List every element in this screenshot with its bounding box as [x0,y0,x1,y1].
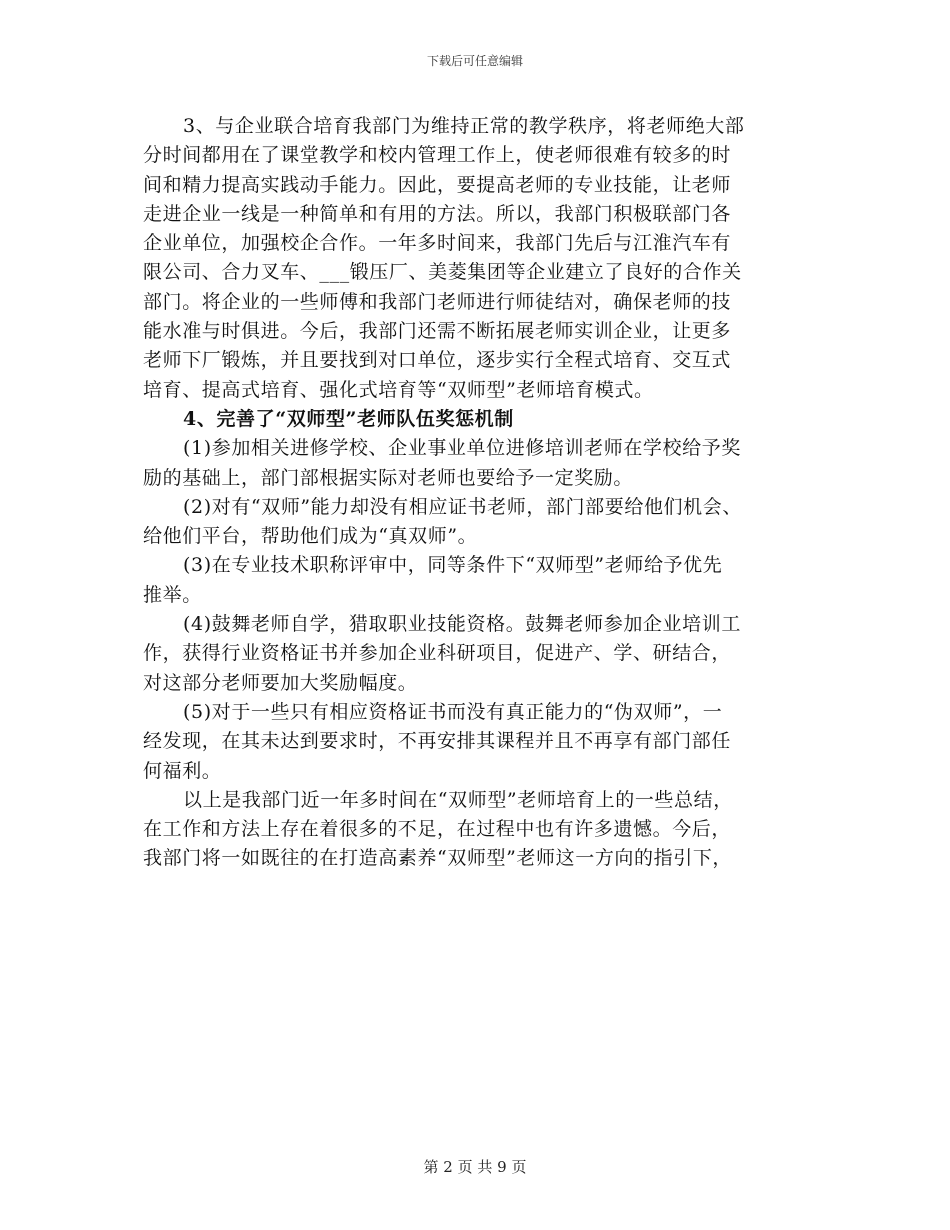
paragraph-line: 作，获得行业资格证书并参加企业科研项目，促进产、学、研结合， [143,642,732,665]
document-body [143,112,813,874]
paragraph-line: 对这部分老师要加大奖励幅度。 [143,671,418,694]
section-heading-line: 4、完善了“双师型”老师队伍奖惩机制 [183,407,514,430]
paragraph-line: 间和精力提高实践动手能力。因此，要提高老师的专业技能，让老师 [143,173,732,196]
paragraph-line: 走进企业一线是一种简单和有用的方法。所以，我部门积极联部门各 [143,202,732,225]
paragraph-line: (2)对有“双师”能力却没有相应证书老师，部门部要给他们机会、 [183,495,742,518]
paragraph-line: 能水准与时俱进。今后，我部门还需不断拓展老师实训企业，让更多 [143,320,732,343]
paragraph-line: 培育、提高式培育、强化式培育等“双师型”老师培育模式。 [143,378,654,401]
paragraph-line: (4)鼓舞老师自学，猎取职业技能资格。鼓舞老师参加企业培训工 [183,613,741,636]
paragraph-line: (1)参加相关进修学校、企业事业单位进修培训老师在学校给予奖 [183,437,741,460]
paragraph-line: 推举。 [143,583,202,606]
paragraph-line: 励的基础上，部门部根据实际对老师也要给予一定奖励。 [143,466,634,489]
paragraph-line: 我部门将一如既往的在打造高素养“双师型”老师这一方向的指引下， [143,847,733,870]
paragraph-line: 分时间都用在了课堂教学和校内管理工作上，使老师很难有较多的时 [143,144,732,167]
paragraph-line: 限公司、合力叉车、___锻压厂、美菱集团等企业建立了良好的合作关 [143,261,742,284]
paragraph-line: 给他们平台，帮助他们成为“真双师”。 [143,525,478,548]
page-header: 下载后可任意编辑 [426,54,523,68]
paragraph-line: 老师下厂锻炼，并且要找到对口单位，逐步实行全程式培育、交互式 [143,349,732,372]
paragraph-line: 企业单位，加强校企合作。一年多时间来，我部门先后与江淮汽车有 [143,232,732,255]
paragraph-line: 3、与企业联合培育我部门为维持正常的教学秩序，将老师绝大部 [183,115,745,137]
paragraph-line: 在工作和方法上存在着很多的不足，在过程中也有许多遗憾。今后， [143,818,732,841]
paragraph-line: 经发现，在其未达到要求时，不再安排其课程并且不再享有部门部任 [143,730,732,753]
paragraph-line: 何福利。 [143,759,222,782]
page-footer: 第 2 页 共 9 页 [423,1158,527,1176]
paragraph-line: 部门。将企业的一些师傅和我部门老师进行师徒结对，确保老师的技 [143,290,732,313]
paragraph-line: (3)在专业技术职称评审中，同等条件下“双师型”老师给予优先 [183,554,723,577]
paragraph-line: (5)对于一些只有相应资格证书而没有真正能力的“伪双师”，一 [183,700,723,723]
paragraph-line: 以上是我部门近一年多时间在“双师型”老师培育上的一些总结， [183,788,733,811]
